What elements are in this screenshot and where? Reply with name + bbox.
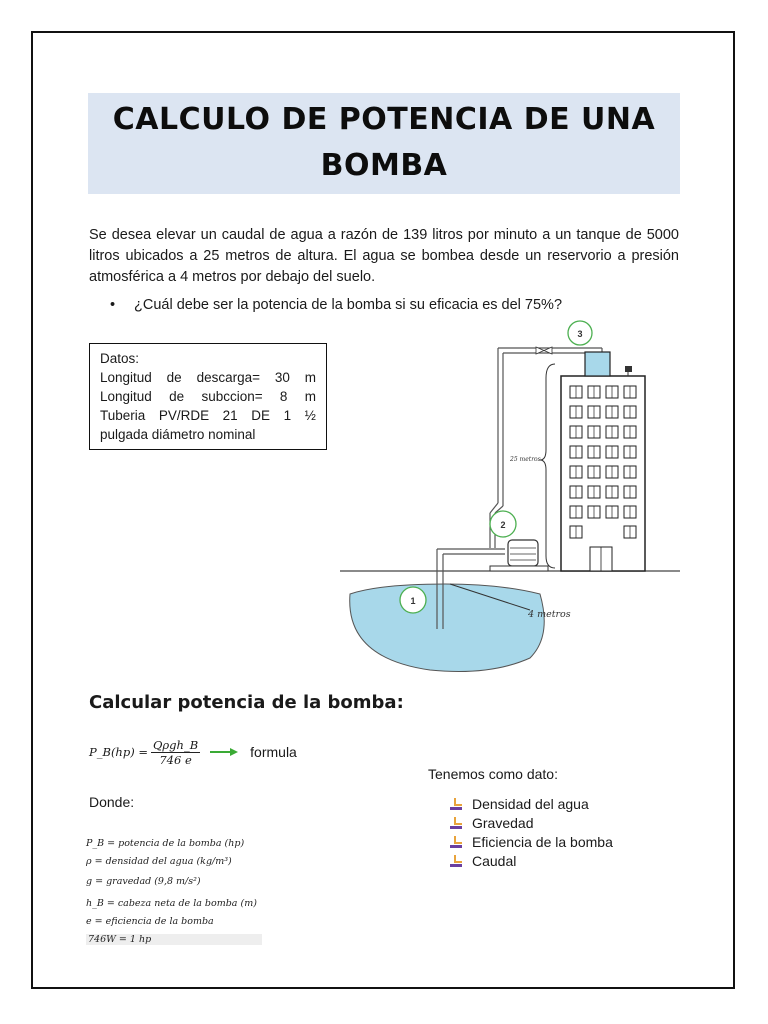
datos-last-line: pulgada diámetro nominal: [100, 427, 256, 442]
definition-item: P_B = potencia de la bomba (hp): [86, 838, 245, 849]
pump-base: [490, 566, 548, 571]
datos-word: PV/RDE: [158, 408, 210, 423]
datos-heading: Datos:: [100, 351, 140, 366]
list-item-text: Densidad del agua: [472, 795, 589, 812]
title-line-2: BOMBA: [320, 148, 448, 183]
height-label: 25 metros: [510, 456, 541, 463]
formula-denominator: 746 e: [159, 752, 192, 767]
list-item-text: Gravedad: [472, 814, 534, 831]
datos-word: Longitud: [100, 370, 152, 385]
question-bullet: [110, 297, 670, 313]
power-formula: [89, 735, 297, 769]
datos-word: 21: [222, 408, 238, 423]
datos-word: de: [169, 389, 185, 404]
datos-word: ½: [304, 408, 316, 423]
datos-word: Tuberia: [100, 408, 146, 423]
definition-item: h_B = cabeza neta de la bomba (m): [86, 898, 257, 909]
formula-numerator: Qρgh_B: [152, 737, 199, 752]
question-text: ¿Cuál debe ser la potencia de la bomba si su eficacia es del 75%?: [134, 297, 563, 313]
problem-statement: Se desea elevar un caudal de agua a razón de 139 litros por minuto a un tanque de 5000 litros ubicados a 25 metros de altura. El agua se bombea desde un reservorio a presión atmosférica a 4 metros por debajo del suelo.: [89, 227, 679, 285]
formula-lhs: P_B(hp) =: [89, 745, 148, 759]
donde-label: Donde:: [89, 794, 135, 810]
definition-item: ρ = densidad del agua (kg/m³): [86, 856, 232, 867]
given-data-list: [450, 794, 613, 870]
list-item: [450, 851, 613, 870]
formula-label: formula: [250, 744, 297, 760]
height-brace: [540, 364, 555, 568]
bullet-arrow-icon: [450, 817, 462, 829]
list-item-text: Eficiencia de la bomba: [472, 833, 613, 850]
point-1-label: 1: [410, 596, 416, 606]
arrow-right-icon: [210, 747, 238, 757]
datos-word: descarga=: [196, 370, 260, 385]
reservoir-water: [350, 584, 545, 672]
datos-word: Longitud: [100, 389, 152, 404]
formula-fraction: [151, 738, 200, 767]
pump-body: [508, 540, 538, 566]
datos-word: de: [166, 370, 182, 385]
datos-row: [100, 406, 316, 425]
definition-item: g = gravedad (9,8 m/s²): [86, 876, 201, 887]
bullet-arrow-icon: [450, 855, 462, 867]
pump-diagram: [340, 318, 680, 680]
datos-word: m: [304, 370, 316, 385]
given-data-title: Tenemos como dato:: [428, 766, 558, 782]
datos-word: DE: [251, 408, 271, 423]
datos-box: [89, 343, 327, 450]
roof-lamp: [625, 366, 632, 372]
point-3-label: 3: [577, 329, 583, 339]
bullet-arrow-icon: [450, 836, 462, 848]
definitions-block: [86, 836, 262, 948]
datos-row: [100, 368, 316, 387]
bullet-arrow-icon: [450, 798, 462, 810]
section-title: Calcular potencia de la bomba:: [89, 692, 404, 713]
list-item: [450, 832, 613, 851]
bullet-icon: •: [110, 297, 116, 313]
depth-label: 4 metros: [528, 609, 571, 620]
datos-row: [100, 387, 316, 406]
list-item: [450, 813, 613, 832]
datos-word: 30: [274, 370, 290, 385]
water-tank: [585, 352, 610, 376]
definition-item: e = eficiencia de la bomba: [86, 916, 214, 927]
datos-word: m: [304, 389, 316, 404]
list-item-text: Caudal: [472, 852, 517, 869]
title-line-1: CALCULO DE POTENCIA DE UNA: [112, 102, 656, 137]
datos-word: 8: [279, 389, 288, 404]
point-2-label: 2: [500, 520, 506, 530]
page-title: [88, 97, 680, 189]
datos-word: subccion=: [201, 389, 263, 404]
datos-word: 1: [283, 408, 292, 423]
list-item: [450, 794, 613, 813]
definition-item: 746W = 1 hp: [86, 934, 262, 945]
